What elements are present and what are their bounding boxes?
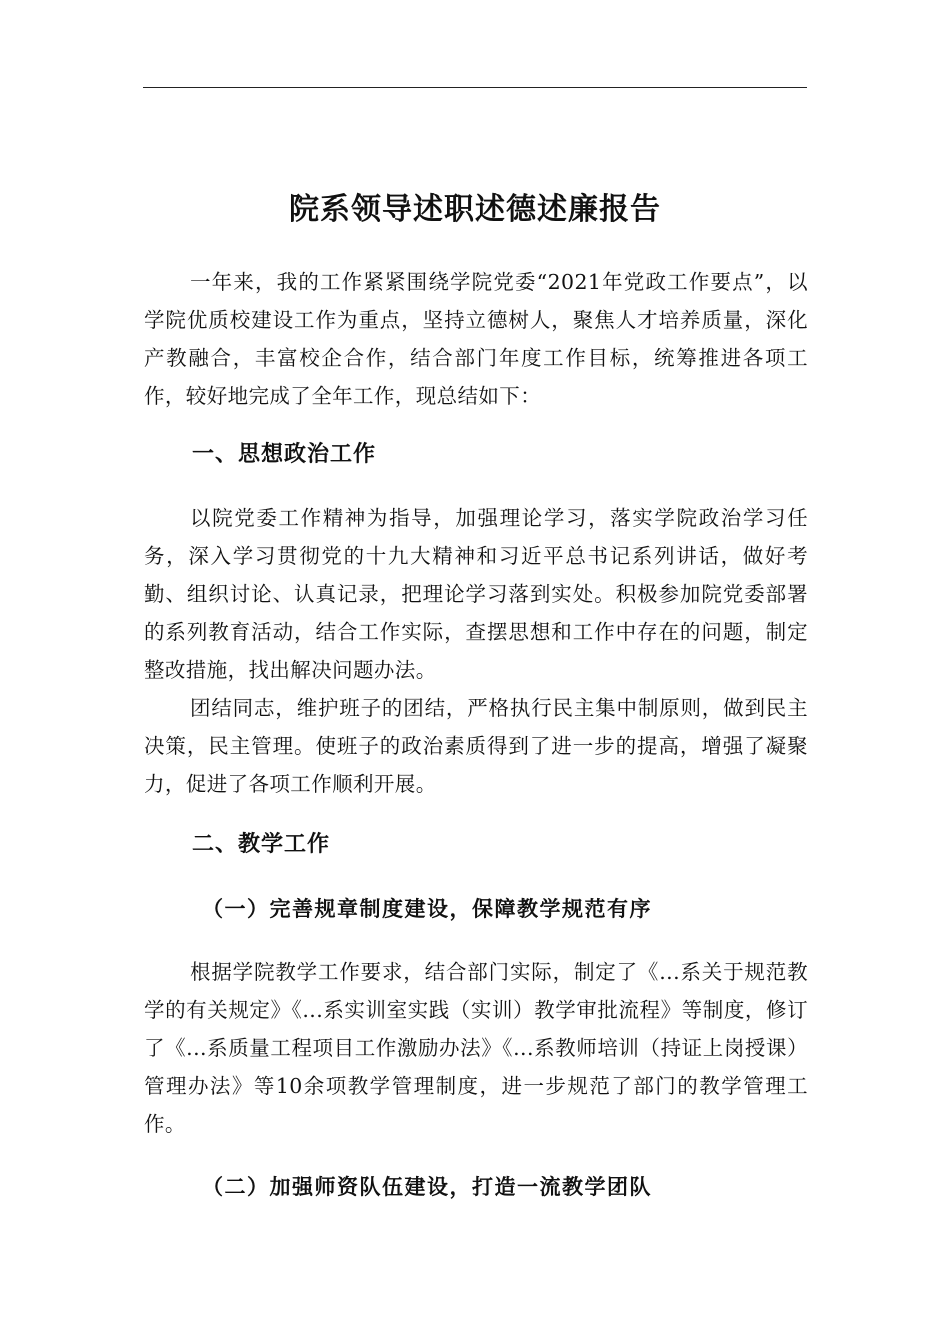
document-title: 院系领导述职述德述廉报告 [289, 192, 661, 228]
regulations-paragraph: 根据学院教学工作要求，结合部门实际，制定了《...系关于规范教学的有关规定》《...系实训室实践（实训）教学审批流程》等制度，修订了《...系质量工程项目工作激励办法》《...系教师培训（持证上岗授课）管理办法》等10余项教学管理制度，进一步规范了部门的教学管理工作。 [144, 960, 808, 1136]
section-heading-political: 一、思想政治工作 [192, 442, 377, 467]
subsection-heading-faculty: （二）加强师资队伍建设，打造一流教学团队 [202, 1174, 652, 1199]
subsection-heading-regulations: （一）完善规章制度建设，保障教学规范有序 [202, 896, 652, 921]
political-paragraph-1: 以院党委工作精神为指导，加强理论学习，落实学院政治学习任务，深入学习贯彻党的十九大精神和习近平总书记系列讲话，做好考勤、组织讨论、认真记录，把理论学习落到实处。积极参加院党委部署的系列教育活动，结合工作实际，查摆思想和工作中存在的问题，制定整改措施，找出解决问题办法。 [144, 506, 808, 682]
section-heading-teaching: 二、教学工作 [192, 832, 331, 857]
header-rule [143, 87, 807, 88]
intro-paragraph: 一年来，我的工作紧紧围绕学院党委“2021年党政工作要点”，以学院优质校建设工作为重点，坚持立德树人，聚焦人才培养质量，深化产教融合，丰富校企合作，结合部门年度工作目标，统筹推进各项工作，较好地完成了全年工作，现总结如下： [144, 270, 808, 408]
political-paragraph-2: 团结同志，维护班子的团结，严格执行民主集中制原则，做到民主决策，民主管理。使班子的政治素质得到了进一步的提高，增强了凝聚力，促进了各项工作顺利开展。 [144, 696, 808, 796]
